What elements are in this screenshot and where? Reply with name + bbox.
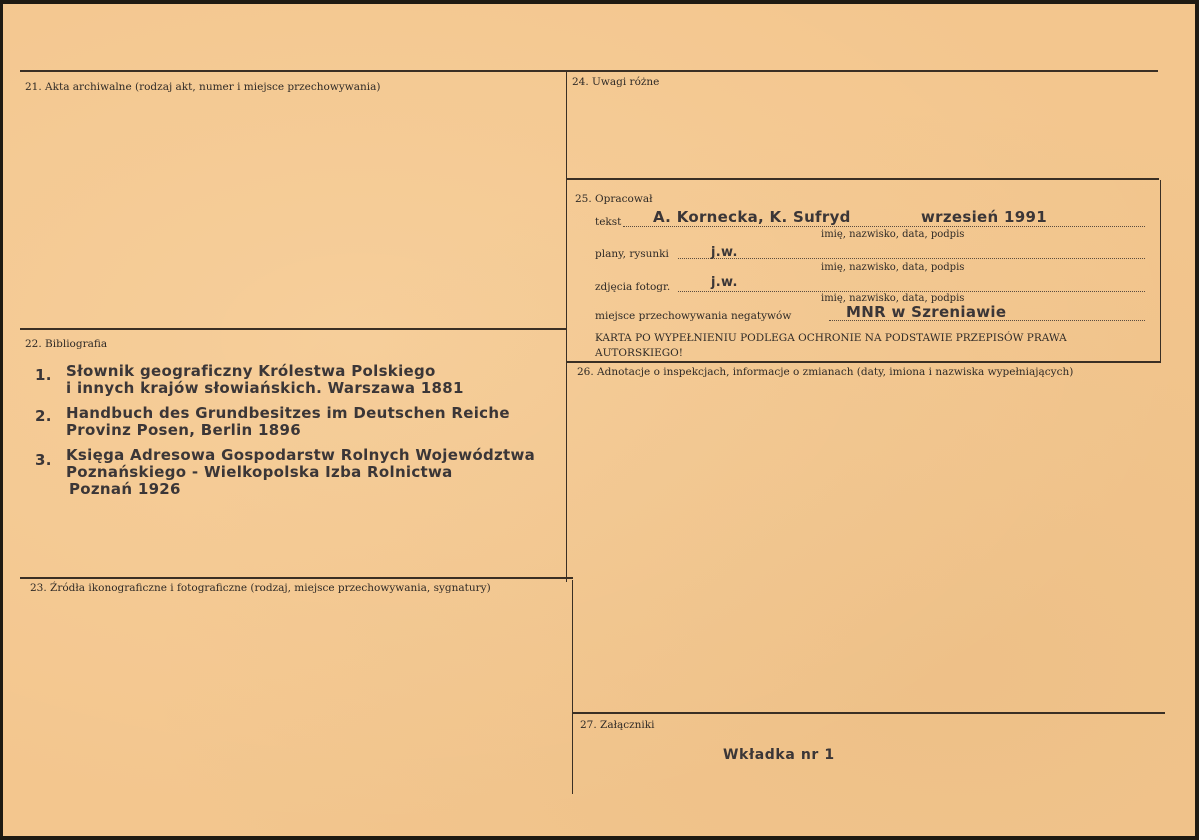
bibliography-item-2-line-2: Provinz Posen, Berlin 1896 — [66, 421, 301, 439]
tekst-date: wrzesień 1991 — [921, 208, 1047, 226]
zdjecia-caption: imię, nazwisko, data, podpis — [821, 293, 965, 304]
center-divider-upper — [566, 72, 567, 582]
negatywy-value: MNR w Szreniawie — [846, 303, 1007, 321]
section-27-label: 27. Załączniki — [580, 719, 655, 731]
section-26-label: 26. Adnotacje o inspekcjach, informacje o zmianach (daty, imiona i nazwiska wypełniających) — [577, 366, 1074, 378]
plany-value: j.w. — [711, 245, 738, 260]
section-25-label: 25. Opracował — [575, 193, 653, 205]
bibliography-item-3-number: 3. — [35, 451, 52, 469]
bibliography-item-2-number: 2. — [35, 407, 52, 425]
record-card — [3, 4, 1195, 836]
rule-21-22 — [20, 328, 567, 330]
section-23-label: 23. Źródła ikonograficzne i fotograficzne (rodzaj, miejsce przechowywania, sygnatury) — [30, 582, 491, 594]
bibliography-item-3-line-1: Księga Adresowa Gospodarstw Rolnych Województwa — [66, 446, 536, 464]
rule-26-27 — [573, 712, 1165, 714]
copyright-notice-line-1: KARTA PO WYPEŁNIENIU PODLEGA OCHRONIE NA PODSTAWIE PRZEPISÓW PRAWA — [595, 332, 1067, 344]
bibliography-item-2-line-1: Handbuch des Grundbesitzes im Deutschen Reiche — [66, 404, 510, 422]
bibliography-item-1-line-2: i innych krajów słowiańskich. Warszawa 1881 — [66, 379, 464, 397]
top-rule — [20, 70, 1158, 72]
tekst-field-line — [623, 226, 1145, 227]
bibliography-item-3-line-3: Poznań 1926 — [69, 480, 181, 498]
attachment-value: Wkładka nr 1 — [723, 747, 835, 763]
plany-field-line — [678, 258, 1145, 259]
center-divider-lower — [572, 580, 573, 794]
bibliography-item-1-line-1: Słownik geograficzny Królestwa Polskiego — [66, 362, 436, 380]
copyright-notice-line-2: AUTORSKIEGO! — [595, 347, 684, 359]
zdjecia-value: j.w. — [711, 275, 738, 290]
rule-25-26 — [567, 361, 1161, 363]
tekst-label: tekst — [595, 216, 622, 228]
plany-caption: imię, nazwisko, data, podpis — [821, 262, 965, 273]
rule-24-25 — [567, 178, 1159, 180]
tekst-caption: imię, nazwisko, data, podpis — [821, 229, 965, 240]
plany-label: plany, rysunki — [595, 248, 669, 260]
section-24-label: 24. Uwagi różne — [572, 76, 660, 88]
right-border-25 — [1160, 180, 1161, 361]
section-22-label: 22. Bibliografia — [25, 338, 108, 350]
bibliography-item-3-line-2: Poznańskiego - Wielkopolska Izba Rolnictwa — [66, 463, 453, 481]
bibliography-item-1-number: 1. — [35, 366, 52, 384]
section-21-label: 21. Akta archiwalne (rodzaj akt, numer i miejsce przechowywania) — [25, 81, 381, 93]
tekst-value: A. Kornecka, K. Sufryd — [653, 208, 851, 226]
rule-22-23 — [20, 577, 573, 579]
zdjecia-label: zdjęcia fotogr. — [595, 281, 671, 293]
zdjecia-field-line — [678, 291, 1145, 292]
negatywy-label: miejsce przechowywania negatywów — [595, 310, 792, 322]
